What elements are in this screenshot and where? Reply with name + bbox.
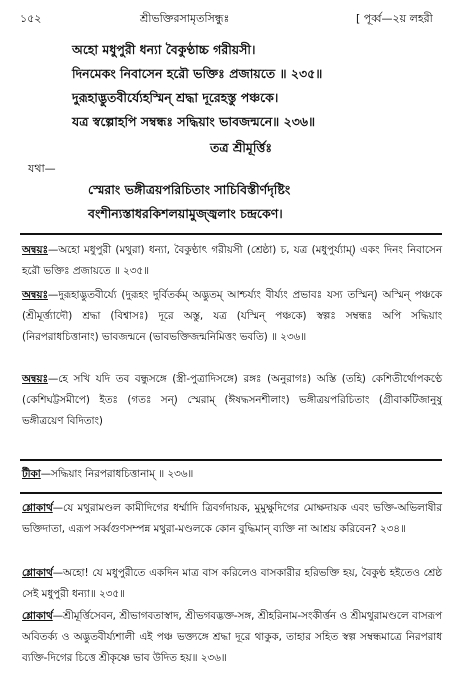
paragraph-text: —সদ্ধিয়াং নিরপরাধচিত্তানাম্ ॥ ২৩৬॥ bbox=[40, 468, 194, 480]
paragraph-text: —অহো মধুপুরী (মথুরা) ধন্যা, বৈকুণ্ঠাৎ গরীয়সী (শ্রেষ্ঠা) চ, যত্র (মধুপুর্য্যাম্) একং দিনং নিবাসেন হরৌ ভক্তিঃ প্রজায়তে ॥ ২৩৫॥ bbox=[22, 244, 442, 277]
paragraph-text: —অহো! যে মধুপুরীতে একদিন মাত্র বাস করিলেও বাসকারীর হরিভক্তি হয়, বৈকুণ্ঠ হইতেও শ্রেষ্ঠ সেই মধুপুরী ধন্যা॥ ২৩৫॥ bbox=[22, 567, 442, 600]
paragraph-text: —হে সখি যদি তব বন্ধুসঙ্গে (স্ত্রী-পুত্রাদিসঙ্গে) রঙ্গঃ (অনুরাগঃ) অস্তি (তহি) কেশিতীর্থোপকণ্ঠে (কেশিঘট্টসমীপে) ইতঃ (গতঃ সন্) স্মেরাম্ (ঈষদ্ধসনশীলাং) ভঙ্গীত্রয়পরিচিতাং (গ্রীবাকটিজানুষু ভঙ্গীত্রয়েণ বিদিতাং) bbox=[22, 373, 442, 427]
verse-line: অহো মধুপুরী ধন্যা বৈকুণ্ঠাচ্চ গরীয়সী। bbox=[72, 42, 256, 57]
yatha-label: যথা— bbox=[28, 162, 56, 175]
quoted-verse-line: স্মেরাং ভঙ্গীত্রয়পরিচিতাং সাচিবিস্তীর্ণদৃষ্টিং bbox=[88, 182, 291, 197]
anvaya-paragraph bbox=[22, 285, 442, 348]
section-label: [ পূর্ব্ব—২য় লহরী bbox=[356, 12, 433, 25]
quoted-verse-line: বংশীন্যস্তাধরকিশলয়ামুজ্জ্বলাং চন্দ্রকেণ। bbox=[88, 206, 283, 221]
paragraph-label: শ্লোকার্থ bbox=[22, 502, 53, 514]
verse-line: দিনমেকং নিবাসেন হরৌ ভক্তিঃ প্রজায়তে ॥ ২৩৫॥ bbox=[72, 66, 323, 81]
shlokartha-paragraph bbox=[22, 498, 442, 540]
paragraph-label: শ্লোকার্থ bbox=[22, 610, 53, 622]
divider bbox=[20, 459, 442, 461]
paragraph-label: শ্লোকার্থ bbox=[22, 567, 53, 579]
tika-paragraph bbox=[22, 464, 442, 485]
paragraph-text: —যে মথুরামণ্ডল কামীদিগের ধর্ম্মাদি ত্রিবর্গদায়ক, মুমুক্ষুদিগের মোক্ষদায়ক এবং ভক্তি-অভিলাষীর ভক্তিদাতা, এরূপ সর্ব্বগুণসম্পন্ন মথুরা-মণ্ডলকে কোন বুদ্ধিমান্ ব্যক্তি না আশ্রয় করিবেন? ২৩৪॥ bbox=[22, 502, 442, 535]
paragraph-label: অন্বয়ঃ bbox=[22, 244, 48, 256]
verse-line: যত্র স্বল্পোহপি সম্বন্ধঃ সদ্ধিয়াং ভাবজন্মনে॥ ২৩৬॥ bbox=[72, 114, 316, 129]
page-number: ১৫২ bbox=[20, 12, 42, 25]
shlokartha-paragraph bbox=[22, 606, 442, 669]
paragraph-text: —শ্রীমূর্ত্তিসেবন, শ্রীভাগবতাস্বাদ, শ্রীভগবদ্ভক্ত-সঙ্গ, শ্রীহরিনাম-সংকীর্ত্তন ও শ্রীমথুরামণ্ডলে বাসরূপ অবিতর্ক্য ও অদ্ভুতবীর্য্যশালী এই পঞ্চ ভক্ত্যঙ্গে শ্রদ্ধা দূরে থাকুক, তাহার সহিত স্বল্প সম্বন্ধমাত্রে নিরপরাধ ব্যক্তি-দিগের চিত্তে শ্রীকৃষ্ণে ভাব উদিত হয়॥ ২৩৬॥ bbox=[22, 610, 442, 664]
divider bbox=[20, 233, 442, 235]
paragraph-label: অন্বয়ঃ bbox=[22, 289, 48, 301]
divider bbox=[20, 492, 442, 494]
running-title: শ্রীভক্তিরসামৃতসিন্ধুঃ bbox=[140, 12, 230, 25]
verse-line: দুরূহাদ্ভুতবীর্য্যেহস্মিন্ শ্রদ্ধা দূরেহস্তু পঞ্চকে। bbox=[72, 90, 279, 105]
anvaya-paragraph bbox=[22, 369, 442, 432]
shlokartha-paragraph bbox=[22, 563, 442, 605]
paragraph-label: অন্বয়ঃ bbox=[22, 373, 48, 385]
paragraph-label: টীকা bbox=[22, 468, 41, 480]
sub-heading: তত্র শ্রীমূর্ত্তিঃ bbox=[210, 140, 273, 155]
anvaya-paragraph bbox=[22, 240, 442, 282]
paragraph-text: —দুরূহাদ্ভুতবীর্য্যে (দুরূহং দুর্বিতর্কম্ অদ্ভুতম্ আশ্চর্য্যং বীর্য্যং প্রভাবঃ যস্য তস্মিন্) অস্মিন্ পঞ্চকে (শ্রীমূর্ত্ত্যাদৌ) শ্রদ্ধা (বিশ্বাসঃ) দূরে অস্তু, যত্র (যস্মিন্ পঞ্চকে) স্বল্পঃ সম্বন্ধঃ অপি সদ্ধিয়াং (নিরপরাধচিত্তানাং) ভাবজন্মনে (ভাবভক্তিজন্মনিমিত্তং ভবতি) ॥ ২৩৬॥ bbox=[22, 289, 442, 343]
